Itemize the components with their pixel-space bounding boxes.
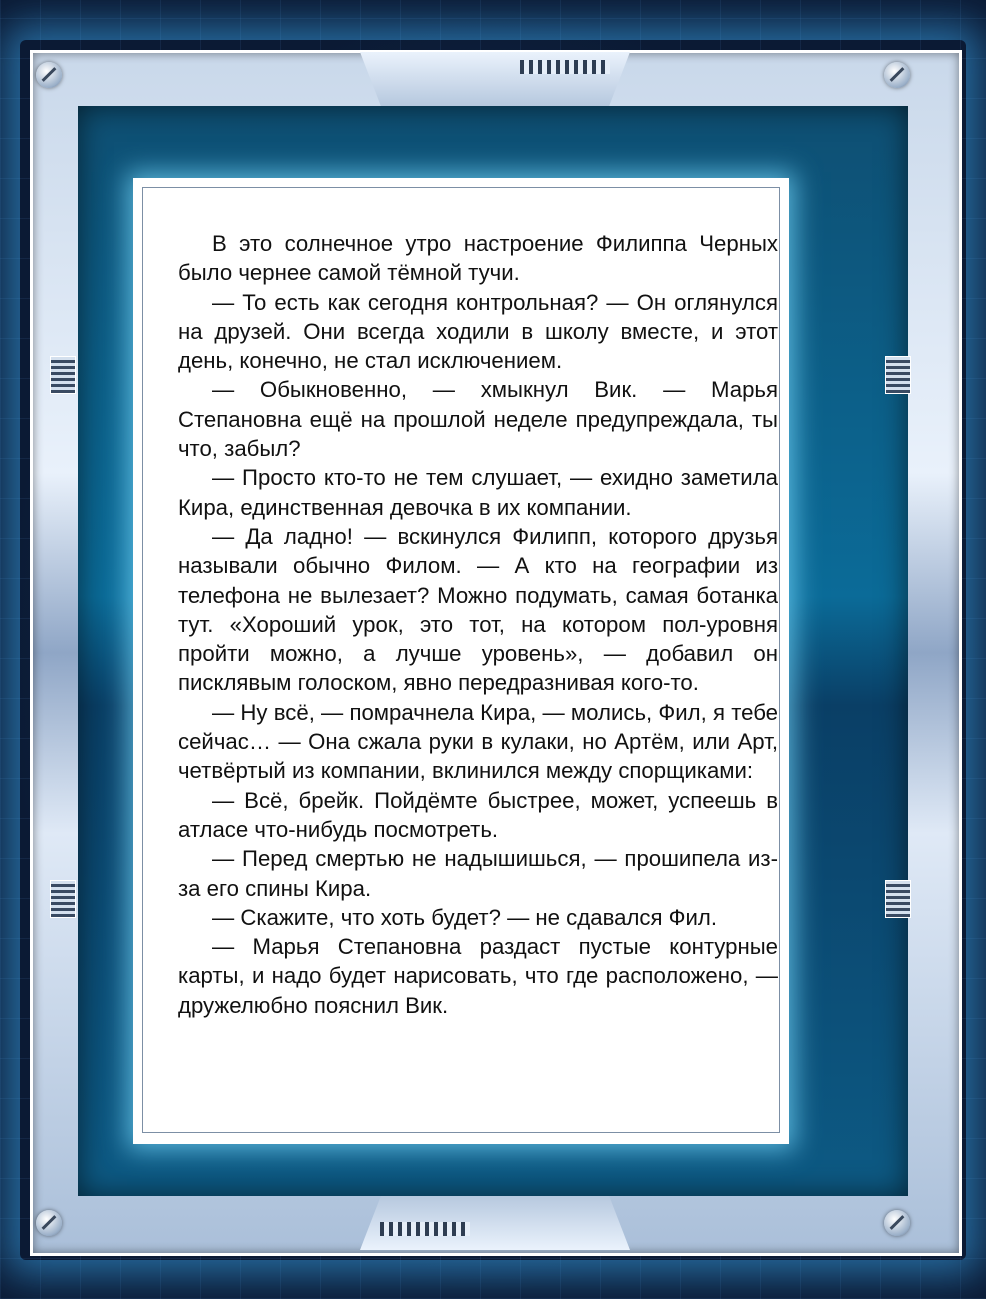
- paragraph: В это солнечное утро настроение Филиппа Черных было чернее самой тёмной тучи.: [178, 231, 778, 286]
- paragraph: — Обыкновенно, — хмыкнул Вик. — Марья Степановна ещё на прошлой неделе предупреждала, ты что, забыл?: [178, 377, 778, 462]
- paragraph: — Всё, брейк. Пойдёмте быстрее, может, успеешь в атласе что-нибудь посмотреть.: [178, 787, 778, 842]
- paragraph: — Скажите, что хоть будет? — не сдавался Фил.: [212, 904, 718, 930]
- paragraph: — Марья Степановна раздаст пустые контурные карты, и надо будет нарисовать, что где расположено, — дружелюбно пояснил Вик.: [178, 934, 778, 1018]
- vent-icon: [885, 880, 911, 918]
- paragraph: — Перед смертью не надышишься, — прошипела из-за его спины Кира.: [178, 846, 778, 901]
- screw-icon: [884, 1210, 910, 1236]
- paragraph: — Ну всё, — помрачнела Кира, — молись, Фил, я тебе сейчас… — Она сжала руки в кулаки, но Артём, или Арт, четвёртый из компании, вклинился между спорщиками:: [178, 699, 778, 784]
- screw-icon: [884, 62, 910, 88]
- screw-icon: [36, 62, 62, 88]
- paragraph: — Да ладно! — вскинулся Филипп, которого друзья называли обычно Филом. — А кто на географии из телефона не вылезает? Можно подумать, самая ботанка тут. «Хороший урок, это тот, на котором пол-уровня пройти можно, а лучше уровень», — добавил он писклявым голоском, явно передразнивая кого-то.: [178, 523, 778, 696]
- bottom-slots: [380, 1222, 470, 1236]
- story-text: [178, 229, 778, 1020]
- vent-icon: [50, 356, 76, 394]
- paragraph: — То есть как сегодня контрольная? — Он оглянулся на друзей. Они всегда ходили в школу вместе, и этот день, конечно, не стал исключением.: [178, 289, 778, 374]
- screw-icon: [36, 1210, 62, 1236]
- paragraph: — Просто кто-то не тем слушает, — ехидно заметила Кира, единственная девочка в их компании.: [178, 465, 778, 520]
- top-slots: [520, 60, 610, 74]
- vent-icon: [50, 880, 76, 918]
- vent-icon: [885, 356, 911, 394]
